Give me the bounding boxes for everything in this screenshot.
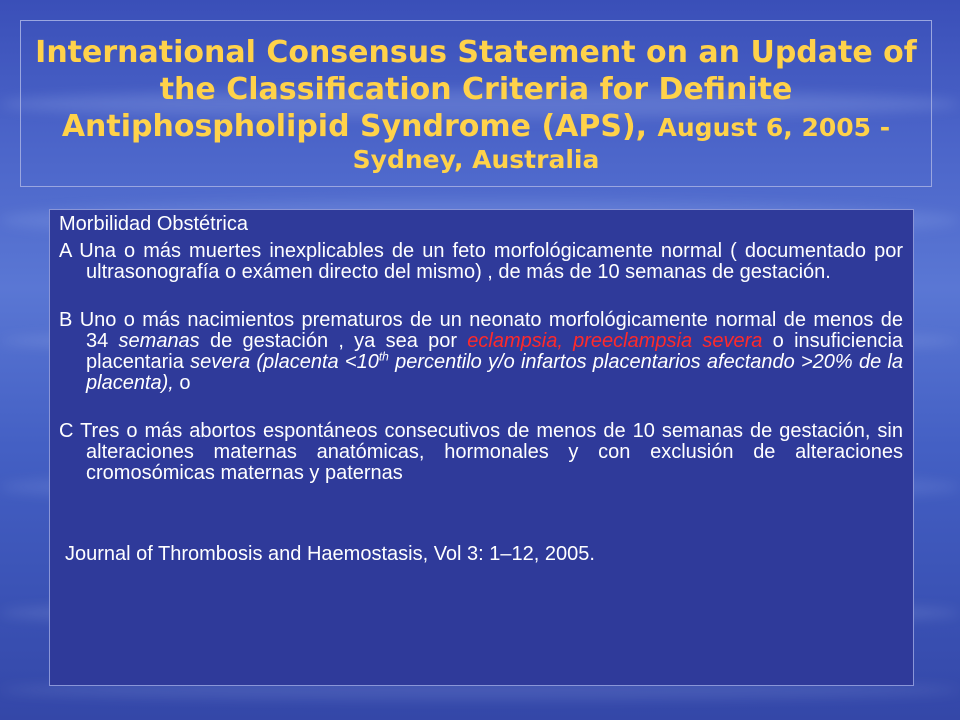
- slide-title: [20, 20, 932, 187]
- criterion-b: [59, 310, 903, 394]
- criterion-b-italic: semanas: [118, 330, 200, 352]
- criterion-b-text: o: [173, 372, 191, 394]
- criterion-b-italic: percentilo y/o infartos placentarios afectando >20% de la placenta),: [86, 351, 904, 394]
- title-main: International Consensus Statement on an Update of the Classification Criteria for Definite Antiphospholipid Syndrome (APS),: [35, 34, 917, 144]
- criterion-b-text: B Uno o más nacimientos prematuros de un neonato morfológicamente normal de menos de 34: [59, 309, 903, 352]
- criterion-b-superscript: th: [378, 349, 389, 364]
- criterion-b-text: o insuficiencia placentaria: [86, 330, 904, 373]
- criterion-b-italic: severa (placenta <10: [190, 351, 379, 373]
- reference: Journal of Thrombosis and Haemostasis, Vol 3: 1–12, 2005.: [65, 543, 595, 565]
- criterion-c: C Tres o más abortos espontáneos consecutivos de menos de 10 semanas de gestación, sin alteraciones maternas anatómicas, hormonales y con exclusión de alteraciones cromosómicas maternas y paternas: [59, 420, 903, 484]
- criterion-b-highlight: eclampsia, preeclampsia severa: [467, 330, 763, 352]
- content-box: [49, 209, 914, 686]
- title-date-location: August 6, 2005 - Sydney, Australia: [352, 112, 891, 174]
- criterion-b-text: de gestación , ya sea por: [199, 330, 468, 352]
- criterion-a: A Una o más muertes inexplicables de un feto morfológicamente normal ( documentado por ultrasonografía o exámen directo del mismo) , de más de 10 semanas de gestación.: [59, 240, 903, 283]
- section-heading: Morbilidad Obstétrica: [59, 213, 248, 235]
- title-text: [21, 34, 931, 174]
